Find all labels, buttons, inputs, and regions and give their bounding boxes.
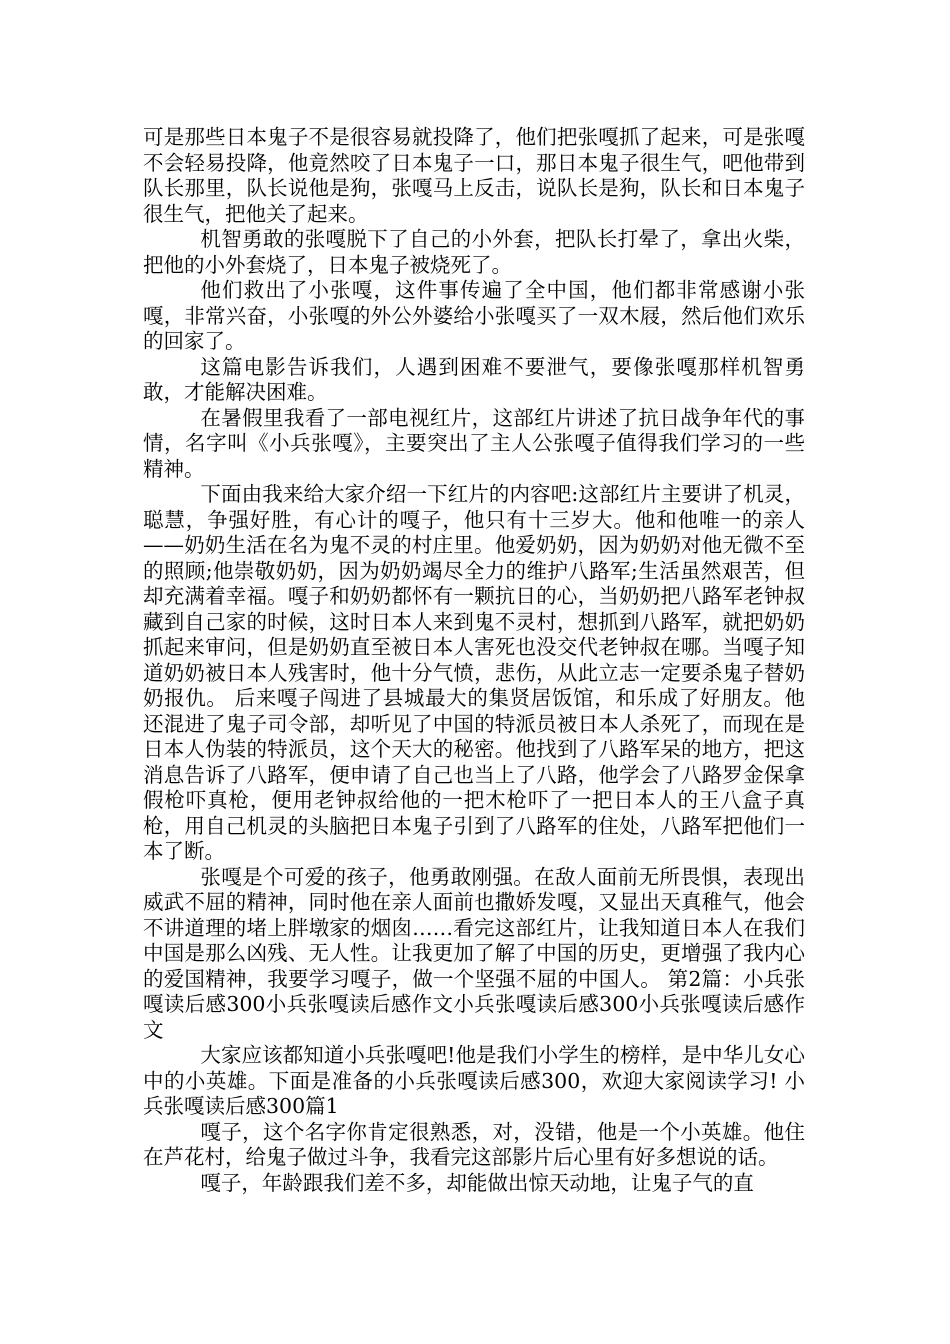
paragraph-4: 这篇电影告诉我们，人遇到困难不要泄气，要像张嘎那样机智勇敢，才能解决困难。 [143, 354, 805, 404]
paragraph-6: 下面由我来给大家介绍一下红片的内容吧:这部红片主要讲了机灵，聪慧，争强好胜，有心计的嘎子，他只有十三岁大。他和他唯一的亲人——奶奶生活在名为鬼不灵的村庄里。他爱奶奶，因为奶奶对他无微不至的照顾;他崇敬奶奶，因为奶奶竭尽全力的维护八路军;生活虽然艰苦，但却充满着幸福。嘎子和奶奶都怀有一颗抗日的心，当奶奶把八路军老钟叔藏到自己家的时候，这时日本人来到鬼不灵村，想抓到八路军，就把奶奶抓起来审问，但是奶奶直至被日本人害死也没交代老钟叔在哪。当嘎子知道奶奶被日本人残害时，他十分气愤，悲伤，从此立志一定要杀鬼子替奶奶报仇。 后来嘎子闯进了县城最大的集贤居饭馆，和乐成了好朋友。他还混进了鬼子司令部，却听见了中国的特派员被日本人杀死了，而现在是日本人伪装的特派员，这个天大的秘密。他找到了八路军呆的地方，把这消息告诉了八路军，便申请了自己也当上了八路，他学会了八路罗金保拿假枪吓真枪，便用老钟叔给他的一把木枪吓了一把日本人的王八盒子真枪，用自己机灵的头脑把日本鬼子引到了八路军的住处，八路军把他们一本了断。 [143, 482, 805, 863]
paragraph-3: 他们救出了小张嘎，这件事传遍了全中国，他们都非常感谢小张嘎，非常兴奋，小张嘎的外公外婆给小张嘎买了一双木屐，然后他们欢乐的回家了。 [143, 278, 805, 353]
paragraph-7: 张嘎是个可爱的孩子，他勇敢刚强。在敌人面前无所畏惧，表现出威武不屈的精神，同时他在亲人面前也撒娇发嘎，又显出天真稚气，他会不讲道理的堵上胖墩家的烟囱……看完这部红片，让我知道日本人在我们中国是那么凶残、无人性。让我更加了解了中国的历史，更增强了我内心的爱国精神，我要学习嘎子，做一个坚强不屈的中国人。 第2篇：小兵张嘎读后感300小兵张嘎读后感作文小兵张嘎读后感300小兵张嘎读后感作文 [143, 864, 805, 1042]
paragraph-10: 嘎子，年龄跟我们差不多，却能做出惊天动地，让鬼子气的直 [200, 1170, 754, 1195]
body-text [143, 125, 805, 1196]
paragraph-5: 在暑假里我看了一部电视红片，这部红片讲述了抗日战争年代的事情，名字叫《小兵张嘎》，主要突出了主人公张嘎子值得我们学习的一些精神。 [143, 405, 805, 481]
paragraph-9: 嘎子，这个名字你肯定很熟悉，对，没错，他是一个小英雄。他住在芦花村，给鬼子做过斗争，我看完这部影片后心里有好多想说的话。 [143, 1119, 805, 1169]
paragraph-1: 可是那些日本鬼子不是很容易就投降了，他们把张嘎抓了起来，可是张嘎不会轻易投降，他竟然咬了日本鬼子一口，那日本鬼子很生气，吧他带到队长那里，队长说他是狗，张嘎马上反击，说队长是狗，队长和日本鬼子很生气，把他关了起来。 [143, 125, 805, 226]
paragraph-8: 大家应该都知道小兵张嘎吧!他是我们小学生的榜样，是中华儿女心中的小英雄。下面是准备的小兵张嘎读后感300，欢迎大家阅读学习! 小兵张嘎读后感300篇1 [143, 1043, 805, 1118]
paragraph-2: 机智勇敢的张嘎脱下了自己的小外套，把队长打晕了，拿出火柴，把他的小外套烧了，日本鬼子被烧死了。 [143, 227, 805, 277]
